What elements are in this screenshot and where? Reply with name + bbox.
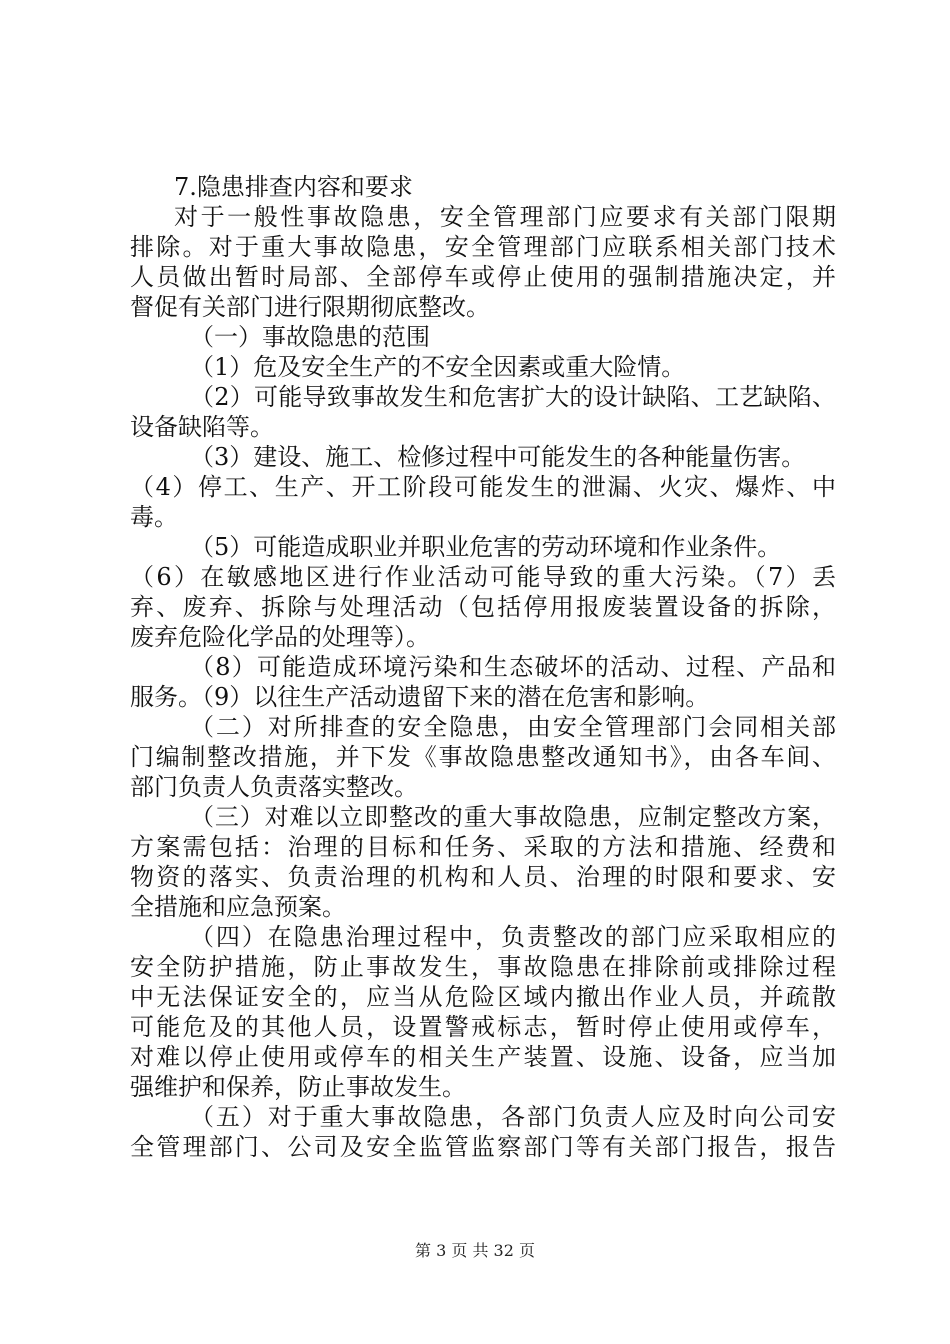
text-line: （四）在隐患治理过程中，负责整改的部门应采取相应的 (190, 923, 836, 951)
text-line: 人员做出暂时局部、全部停车或停止使用的强制措施决定，并 (130, 263, 836, 291)
text-line: （5）可能造成职业并职业危害的劳动环境和作业条件。 (190, 533, 782, 561)
text-line: （一）事故隐患的范围 (190, 323, 430, 351)
text-line: （五）对于重大事故隐患，各部门负责人应及时向公司安 (190, 1103, 836, 1131)
text-line: （6）在敏感地区进行作业活动可能导致的重大污染。（7）丢 (130, 563, 836, 591)
text-line: 安全防护措施，防止事故发生，事故隐患在排除前或排除过程 (130, 953, 836, 981)
text-line: （2）可能导致事故发生和危害扩大的设计缺陷、工艺缺陷、 (190, 383, 836, 411)
text-line: 强维护和保养，防止事故发生。 (130, 1073, 466, 1101)
text-line: 服务。（9）以往生产活动遗留下来的潜在危害和影响。 (130, 683, 710, 711)
text-line: 方案需包括：治理的目标和任务、采取的方法和措施、经费和 (130, 833, 836, 861)
text-line: 中无法保证安全的，应当从危险区域内撤出作业人员，并疏散 (130, 983, 836, 1011)
text-line: 全措施和应急预案。 (130, 893, 346, 921)
text-line: 毒。 (130, 503, 178, 531)
page-footer: 第 3 页 共 32 页 (415, 1241, 535, 1260)
text-line: 物资的落实、负责治理的机构和人员、治理的时限和要求、安 (130, 863, 836, 891)
text-line: （3）建设、施工、检修过程中可能发生的各种能量伤害。 (190, 443, 806, 471)
document-body (130, 172, 836, 1162)
text-line: 对难以停止使用或停车的相关生产装置、设施、设备，应当加 (130, 1043, 836, 1071)
text-line: 7.隐患排查内容和要求 (174, 173, 413, 201)
text-line: 可能危及的其他人员，设置警戒标志，暂时停止使用或停车， (130, 1013, 836, 1041)
text-line: 设备缺陷等。 (130, 413, 274, 441)
text-line: （二）对所排查的安全隐患，由安全管理部门会同相关部 (190, 713, 836, 741)
text-line: 督促有关部门进行限期彻底整改。 (130, 293, 490, 321)
text-line: （8）可能造成环境污染和生态破坏的活动、过程、产品和 (190, 653, 836, 681)
text-line: 门编制整改措施，并下发《事故隐患整改通知书》，由各车间、 (130, 743, 836, 771)
text-line: 弃、废弃、拆除与处理活动（包括停用报废装置设备的拆除， (130, 593, 836, 621)
text-line: （三）对难以立即整改的重大事故隐患，应制定整改方案， (190, 803, 836, 831)
text-line: （1）危及安全生产的不安全因素或重大险情。 (190, 353, 686, 381)
text-line: 部门负责人负责落实整改。 (130, 773, 418, 801)
text-line: 排除。对于重大事故隐患，安全管理部门应联系相关部门技术 (130, 233, 836, 261)
text-line: （4）停工、生产、开工阶段可能发生的泄漏、火灾、爆炸、中 (130, 473, 836, 501)
text-line: 对于一般性事故隐患，安全管理部门应要求有关部门限期 (174, 203, 836, 231)
text-line: 废弃危险化学品的处理等）。 (130, 623, 430, 651)
text-line: 全管理部门、公司及安全监管监察部门等有关部门报告，报告 (130, 1133, 836, 1161)
